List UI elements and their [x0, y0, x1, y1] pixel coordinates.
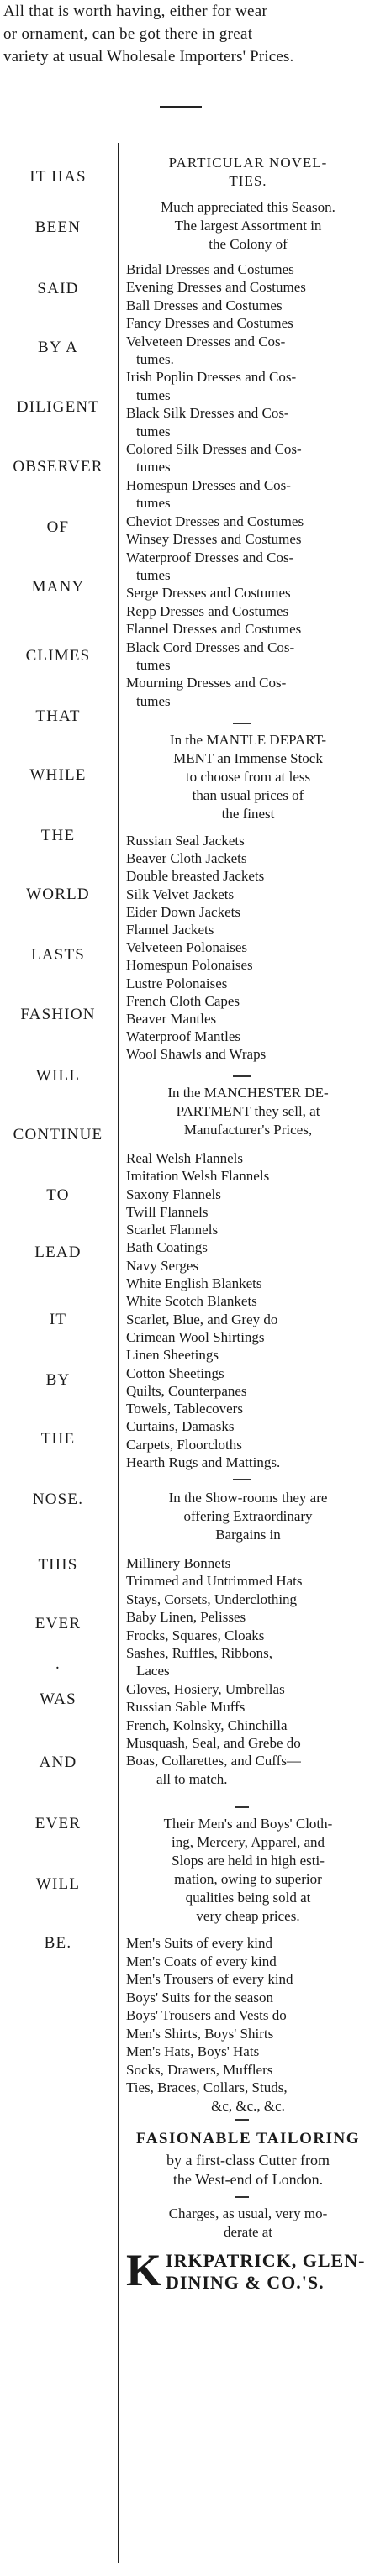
- list-item: Saxony Flannels: [126, 1185, 221, 1202]
- list-item: Colored Silk Dresses and Cos-: [126, 441, 302, 458]
- list-item: Russian Sable Muffs: [126, 1699, 246, 1716]
- sidebar-word: WHILE: [29, 766, 87, 784]
- list-item: Flannel Jackets: [126, 922, 214, 938]
- sidebar-word: CONTINUE: [13, 1126, 103, 1143]
- sidebar-word: WORLD: [26, 886, 90, 903]
- sidebar-word: NOSE.: [32, 1490, 84, 1508]
- list-item: Scarlet, Blue, and Grey do: [126, 1311, 278, 1327]
- list-item: French Cloth Capes: [126, 992, 240, 1009]
- list-item: tumes.: [136, 351, 174, 368]
- list-item: Black Silk Dresses and Cos-: [126, 405, 289, 422]
- list-item: Towels, Tablecovers: [126, 1401, 243, 1417]
- list-item: Homespun Dresses and Cos-: [126, 476, 291, 493]
- list-item: Homespun Polonaises: [126, 957, 253, 974]
- manchester-intro: In the MANCHESTER DE- PARTMENT they sell, at Manufacturer's Prices,: [167, 1085, 329, 1138]
- list-item: Fancy Dresses and Costumes: [126, 315, 293, 332]
- sidebar-word: OF: [46, 518, 70, 536]
- sidebar-word: LASTS: [30, 946, 86, 964]
- sidebar-word: SAID: [37, 280, 79, 297]
- list-item: tumes: [136, 566, 171, 583]
- list-item: tumes: [136, 692, 171, 709]
- list-item: Laces: [136, 1663, 170, 1680]
- list-item: Lustre Polonaises: [126, 975, 228, 991]
- list-item: Eider Down Jackets: [126, 903, 240, 920]
- list-item: &c, &c., &c.: [211, 2097, 285, 2114]
- sidebar-word: WAS: [40, 1690, 77, 1708]
- list-item: Bath Coatings: [126, 1239, 208, 1256]
- list-item: Musquash, Seal, and Grebe do: [126, 1735, 301, 1752]
- list-item: Double breasted Jackets: [126, 868, 265, 885]
- sidebar-word: WILL: [35, 1875, 81, 1893]
- charges-text: Charges, as usual, very mo- derate at: [168, 2205, 328, 2240]
- list-item: tumes: [136, 656, 171, 673]
- sidebar-word: IT: [49, 1311, 67, 1328]
- list-item: Quilts, Counterpanes: [126, 1382, 247, 1399]
- list-item: Repp Dresses and Costumes: [126, 602, 289, 619]
- list-item: Men's Suits of every kind: [126, 1935, 272, 1951]
- list-item: Irish Poplin Dresses and Cos-: [126, 369, 297, 386]
- list-item: Baby Linen, Pelisses: [126, 1609, 246, 1626]
- tailoring-header: FASIONABLE TAILORING: [136, 2130, 360, 2148]
- list-item: Russian Seal Jackets: [126, 833, 245, 849]
- mantle-intro: In the MANTLE DEPART- MENT an Immense Stock to choose from at less than usual prices of the finest: [169, 732, 327, 822]
- list-item: Velveteen Polonaises: [126, 939, 247, 956]
- list-item: Twill Flannels: [126, 1203, 209, 1220]
- mantles-list: [126, 832, 370, 1064]
- list-item: Millinery Bonnets: [126, 1555, 231, 1571]
- sidebar-word: THE: [40, 827, 76, 844]
- sidebar-word: FASHION: [20, 1006, 96, 1023]
- list-item: Socks, Drawers, Mufflers: [126, 2061, 273, 2078]
- list-item: Waterproof Mantles: [126, 1028, 240, 1045]
- divider: [233, 1479, 251, 1480]
- showroom-intro: In the Show-rooms they are offering Extraordinary Bargains in: [168, 1490, 328, 1543]
- sidebar-word: MANY: [31, 578, 85, 596]
- list-item: Mourning Dresses and Cos-: [126, 675, 287, 691]
- divider: [160, 106, 202, 108]
- firm-line: IRKPATRICK, GLEN-: [166, 2250, 366, 2271]
- sidebar-word: TO: [46, 1186, 70, 1204]
- sidebar-word: EVER: [34, 1615, 82, 1632]
- list-item: Winsey Dresses and Costumes: [126, 531, 302, 548]
- list-item: Silk Velvet Jackets: [126, 886, 235, 902]
- list-item: all to match.: [156, 1770, 228, 1787]
- list-item: Crimean Wool Shirtings: [126, 1328, 265, 1345]
- divider: [235, 1806, 249, 1808]
- list-item: Sashes, Ruffles, Ribbons,: [126, 1645, 272, 1662]
- list-item: tumes: [136, 423, 171, 439]
- showroom-list: [126, 1554, 370, 1788]
- sidebar-word: THE: [40, 1430, 76, 1448]
- list-item: Carpets, Floorcloths: [126, 1436, 242, 1453]
- sidebar-word: IT HAS: [29, 168, 87, 186]
- list-item: Serge Dresses and Costumes: [126, 585, 291, 602]
- sidebar-word: .: [55, 1655, 61, 1673]
- sidebar-word: LEAD: [34, 1243, 82, 1261]
- sidebar-word: BY A: [38, 339, 78, 356]
- list-item: Gloves, Hosiery, Umbrellas: [126, 1680, 285, 1697]
- novelties-intro: Much appreciated this Season. The largest Assortment in the Colony of: [161, 199, 335, 252]
- list-item: Beaver Cloth Jackets: [126, 850, 247, 867]
- list-item: Real Welsh Flannels: [126, 1150, 244, 1166]
- list-item: Imitation Welsh Flannels: [126, 1168, 270, 1185]
- sidebar-word: DILIGENT: [16, 398, 100, 416]
- firm-name: [126, 2245, 370, 2295]
- intro-line: variety at usual Wholesale Importers' Prices.: [3, 48, 294, 66]
- list-item: Men's Shirts, Boys' Shirts: [126, 2025, 274, 2042]
- list-item: French, Kolnsky, Chinchilla: [126, 1716, 288, 1733]
- tailoring-text: by a first-class Cutter from the West-end of London.: [166, 2152, 330, 2188]
- sidebar-word: BY: [45, 1371, 71, 1389]
- clothing-list: [126, 1934, 370, 2115]
- divider: [233, 723, 251, 724]
- list-item: Cheviot Dresses and Costumes: [126, 513, 304, 529]
- intro-line: or ornament, can be got there in great: [3, 25, 253, 43]
- intro-line: All that is worth having, either for wear: [3, 3, 268, 20]
- sidebar-word: THIS: [38, 1556, 78, 1574]
- list-item: Stays, Corsets, Underclothing: [126, 1590, 298, 1607]
- sidebar-word: AND: [39, 1753, 77, 1771]
- list-item: Hearth Rugs and Mattings.: [126, 1454, 281, 1471]
- firm-line: DINING & CO.'S.: [166, 2272, 325, 2293]
- divider: [235, 2196, 249, 2198]
- list-item: White Scotch Blankets: [126, 1293, 257, 1310]
- list-item: White English Blankets: [126, 1275, 262, 1292]
- list-item: Bridal Dresses and Costumes: [126, 261, 294, 277]
- list-item: Wool Shawls and Wraps: [126, 1046, 267, 1063]
- list-item: Beaver Mantles: [126, 1011, 217, 1028]
- list-item: Frocks, Squares, Cloaks: [126, 1627, 265, 1643]
- list-item: Men's Coats of every kind: [126, 1953, 277, 1969]
- list-item: Boas, Collarettes, and Cuffs—: [126, 1753, 301, 1769]
- list-item: tumes: [136, 386, 171, 403]
- list-item: Men's Hats, Boys' Hats: [126, 2043, 260, 2059]
- sidebar-word: CLIMES: [25, 647, 91, 665]
- clothing-intro: Their Men's and Boys' Cloth- ing, Mercery, Apparel, and Slops are held in high esti- mation, owing to superior qualities being sold at very cheap prices.: [163, 1816, 333, 1924]
- list-item: Cotton Sheetings: [126, 1364, 224, 1381]
- divider: [235, 2119, 249, 2121]
- novelties-header: PARTICULAR NOVEL- TIES.: [168, 155, 328, 189]
- list-item: Ball Dresses and Costumes: [126, 297, 283, 313]
- list-item: Velveteen Dresses and Cos-: [126, 333, 286, 350]
- list-item: Boys' Trousers and Vests do: [126, 2007, 287, 2023]
- sidebar-word: WILL: [35, 1067, 81, 1085]
- list-item: Ties, Braces, Collars, Studs,: [126, 2079, 288, 2095]
- list-item: tumes: [136, 459, 171, 476]
- sidebar-word: THAT: [35, 707, 81, 725]
- list-item: Navy Serges: [126, 1257, 199, 1274]
- firm-dropcap: K: [126, 2245, 163, 2295]
- column-rule: [118, 143, 119, 2563]
- list-item: Linen Sheetings: [126, 1347, 219, 1364]
- list-item: Flannel Dresses and Costumes: [126, 621, 302, 638]
- manchester-list: [126, 1149, 370, 1471]
- list-item: Scarlet Flannels: [126, 1222, 219, 1238]
- sidebar-word: OBSERVER: [13, 458, 103, 476]
- list-item: Men's Trousers of every kind: [126, 1971, 293, 1987]
- sidebar-word: EVER: [34, 1815, 82, 1832]
- list-item: Curtains, Damasks: [126, 1418, 235, 1435]
- divider: [233, 1075, 251, 1077]
- list-item: Black Cord Dresses and Cos-: [126, 639, 295, 655]
- list-item: Evening Dresses and Costumes: [126, 279, 306, 296]
- list-item: Waterproof Dresses and Cos-: [126, 549, 294, 565]
- list-item: tumes: [136, 495, 171, 512]
- list-item: Boys' Suits for the season: [126, 1989, 273, 2006]
- dresses-list: [126, 260, 370, 710]
- sidebar-word: BEEN: [34, 218, 82, 236]
- intro-paragraph: [3, 0, 368, 68]
- list-item: Trimmed and Untrimmed Hats: [126, 1573, 303, 1590]
- sidebar-word: BE.: [44, 1934, 72, 1952]
